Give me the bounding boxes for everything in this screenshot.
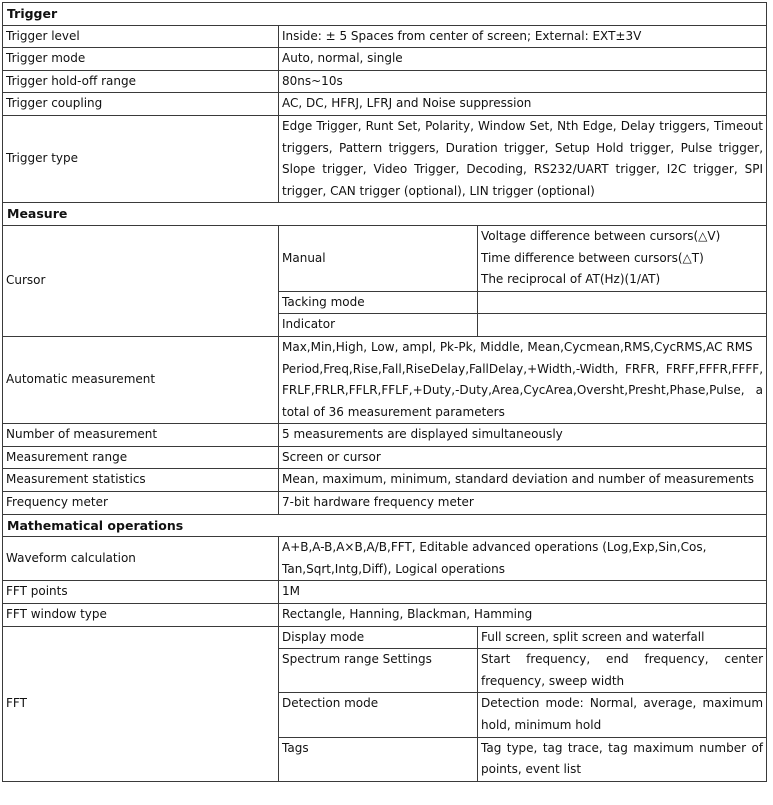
row-value: Edge Trigger, Runt Set, Polarity, Window Set, Nth Edge, Delay triggers, Timeout triggers, Pattern triggers, Duration trigger, Setup Hold trigger, Pulse trigger, Slope trigger, Video Trigger, Decoding, RS232/UART trigger, I2C trigger, SPI trigger, CAN trigger (optional), LIN trigger (optional): [279, 115, 767, 202]
sub-label: Tags: [279, 737, 478, 781]
section-row-math: [3, 514, 767, 537]
table-row: [3, 93, 767, 116]
row-label: Waveform calculation: [3, 537, 279, 581]
row-value: [279, 336, 767, 423]
row-value: 5 measurements are displayed simultaneously: [279, 424, 767, 447]
sub-label: Display mode: [279, 626, 478, 649]
row-value: AC, DC, HFRJ, LFRJ and Noise suppression: [279, 93, 767, 116]
sub-label: Spectrum range Settings: [279, 649, 478, 693]
row-value: Mean, maximum, minimum, standard deviation and number of measurements: [279, 469, 767, 492]
sub-value: Start frequency, end frequency, center frequency, sweep width: [478, 649, 767, 693]
section-title-math: Mathematical operations: [3, 514, 767, 537]
table-row: [3, 115, 767, 202]
table-row: [3, 581, 767, 604]
table-row: [3, 70, 767, 93]
row-label: Trigger level: [3, 25, 279, 48]
row-label: Trigger coupling: [3, 93, 279, 116]
row-label: Measurement range: [3, 446, 279, 469]
spec-table: [2, 2, 767, 782]
table-row: [3, 492, 767, 515]
table-row: [3, 626, 767, 649]
row-label: Trigger type: [3, 115, 279, 202]
auto-measure-line: Max,Min,High, Low, ampl, Pk-Pk, Middle, Mean,Cycmean,RMS,CycRMS,AC RMS: [282, 339, 753, 354]
row-label: FFT: [3, 626, 279, 781]
sub-value: [478, 314, 767, 337]
section-row-measure: [3, 203, 767, 226]
row-value: 80ns~10s: [279, 70, 767, 93]
table-row: [3, 25, 767, 48]
section-title-measure: Measure: [3, 203, 767, 226]
sub-label: Indicator: [279, 314, 478, 337]
sub-label: Tacking mode: [279, 291, 478, 314]
table-row: [3, 48, 767, 71]
row-label: Trigger hold-off range: [3, 70, 279, 93]
row-label: Measurement statistics: [3, 469, 279, 492]
row-label: Cursor: [3, 225, 279, 336]
section-title-trigger: Trigger: [3, 3, 767, 26]
cursor-line: Voltage difference between cursors(△V): [481, 228, 721, 243]
sub-label: Manual: [279, 225, 478, 291]
table-row: [3, 446, 767, 469]
section-row-trigger: [3, 3, 767, 26]
sub-value: Full screen, split screen and waterfall: [478, 626, 767, 649]
row-label: Trigger mode: [3, 48, 279, 71]
cursor-line: Time difference between cursors(△T): [481, 250, 704, 265]
row-label: FFT window type: [3, 604, 279, 627]
table-row: [3, 225, 767, 291]
row-value: Rectangle, Hanning, Blackman, Hamming: [279, 604, 767, 627]
cursor-line: The reciprocal of AT(Hz)(1/AT): [481, 272, 661, 287]
table-row: [3, 537, 767, 581]
row-label: Frequency meter: [3, 492, 279, 515]
row-label: Automatic measurement: [3, 336, 279, 423]
row-value: Inside: ± 5 Spaces from center of screen; External: EXT±3V: [279, 25, 767, 48]
row-value: Screen or cursor: [279, 446, 767, 469]
row-value: 1M: [279, 581, 767, 604]
table-row: [3, 336, 767, 423]
row-value: A+B,A-B,A×B,A/B,FFT, Editable advanced operations (Log,Exp,Sin,Cos, Tan,Sqrt,Intg,Diff), Logical operations: [279, 537, 767, 581]
table-row: [3, 469, 767, 492]
sub-value: [478, 291, 767, 314]
sub-value: [478, 225, 767, 291]
sub-label: Detection mode: [279, 693, 478, 737]
table-row: [3, 424, 767, 447]
row-value: Auto, normal, single: [279, 48, 767, 71]
sub-value: Tag type, tag trace, tag maximum number of points, event list: [478, 737, 767, 781]
auto-measure-line: Period,Freq,Rise,Fall,RiseDelay,FallDelay,+Width,-Width, FRFR, FRFF,FFFR,FFFF, FRLF,FRLR,FFLR,FFLF,+Duty,-Duty,Area,CycArea,Oversht,Presht,Phase,Pulse, a total of 36 measurement parameters: [282, 361, 764, 419]
row-value: 7-bit hardware frequency meter: [279, 492, 767, 515]
row-label: Number of measurement: [3, 424, 279, 447]
table-row: [3, 604, 767, 627]
sub-value: Detection mode: Normal, average, maximum hold, minimum hold: [478, 693, 767, 737]
row-label: FFT points: [3, 581, 279, 604]
